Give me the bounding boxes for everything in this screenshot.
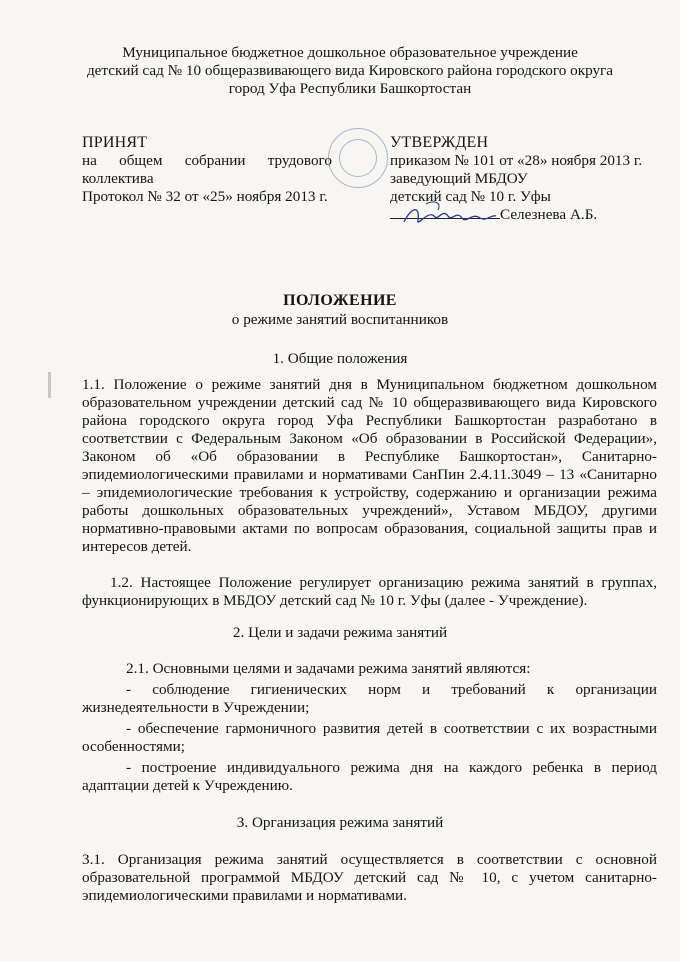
margin-mark xyxy=(48,372,51,398)
stamp-icon xyxy=(328,128,388,188)
paragraph-2-4: - построение индивидуального режима дня на каждого ребенка в период адаптации детей к Учреждению. xyxy=(82,759,657,794)
approved-institution: детский сад № 10 г. Уфы xyxy=(390,188,551,205)
paragraph-1-1: 1.1. Положение о режиме занятий дня в Муниципальном бюджетном дошкольном образовательном учреждении детский сад № 10 общеразвивающего вида Кировского района городского округа город Уфа Республики Башкортостан разработано в соответствии с Федеральным Законом «Об образовании в Российской Федерации», Законом об «Об образовании в Республике Башкортостан», Санитарно-эпидемиологическими правилами и нормативами СанПин 2.4.11.3049 – 13 «Санитарно – эпидемиологические требования к устройству, содержанию и организации режима работы дошкольных образовательных учреждений», Уставом МБДОУ, другими нормативно-правовыми актами по вопросам образования, социальной защиты прав и интересов детей. xyxy=(82,376,657,555)
document-subtitle: о режиме занятий воспитанников xyxy=(231,311,449,328)
accepted-title: ПРИНЯТ xyxy=(82,134,148,151)
header-line-1: Муниципальное бюджетное дошкольное образовательное учреждение xyxy=(122,44,578,61)
paragraph-3-1: 3.1. Организация режима занятий осуществляется в соответствии с основной образовательной программой МБДОУ детский сад № 10, с учетом санитарно-эпидемиологическими правилами и нормативами. xyxy=(82,851,657,904)
paragraph-2-1: 2.1. Основными целями и задачами режима занятий являются: xyxy=(126,660,531,677)
approved-order: приказом № 101 от «28» ноября 2013 г. xyxy=(390,152,643,169)
document-title: ПОЛОЖЕНИЕ xyxy=(283,292,397,309)
header-line-3: город Уфа Республики Башкортостан xyxy=(228,80,472,97)
section-1-heading: 1. Общие положения xyxy=(272,350,408,367)
accepted-block xyxy=(82,134,332,206)
accepted-meeting: на общем собрании трудового коллектива xyxy=(82,152,332,187)
header-line-2: детский сад № 10 общеразвивающего вида Кировского района городского округа xyxy=(86,62,614,79)
section-3-heading: 3. Организация режима занятий xyxy=(236,814,444,831)
approved-position: заведующий МБДОУ xyxy=(390,170,528,187)
accepted-protocol: Протокол № 32 от «25» ноября 2013 г. xyxy=(82,188,328,205)
signature-icon xyxy=(398,196,498,236)
paragraph-2-3: - обеспечение гармоничного развития детей в соответствии с их возрастными особенностями; xyxy=(82,720,657,755)
paragraph-1-2: 1.2. Настоящее Положение регулирует организацию режима занятий в группах, функционирующих в МБДОУ детский сад № 10 г. Уфы (далее - Учреждение). xyxy=(82,574,657,609)
section-2-heading: 2. Цели и задачи режима занятий xyxy=(232,624,448,641)
approved-title: УТВЕРЖДЕН xyxy=(390,134,489,151)
paragraph-2-2: - соблюдение гигиенических норм и требований к организации жизнедеятельности в Учреждении; xyxy=(82,681,657,716)
signer-name: Селезнева А.Б. xyxy=(500,206,598,223)
organization-header xyxy=(70,44,630,98)
